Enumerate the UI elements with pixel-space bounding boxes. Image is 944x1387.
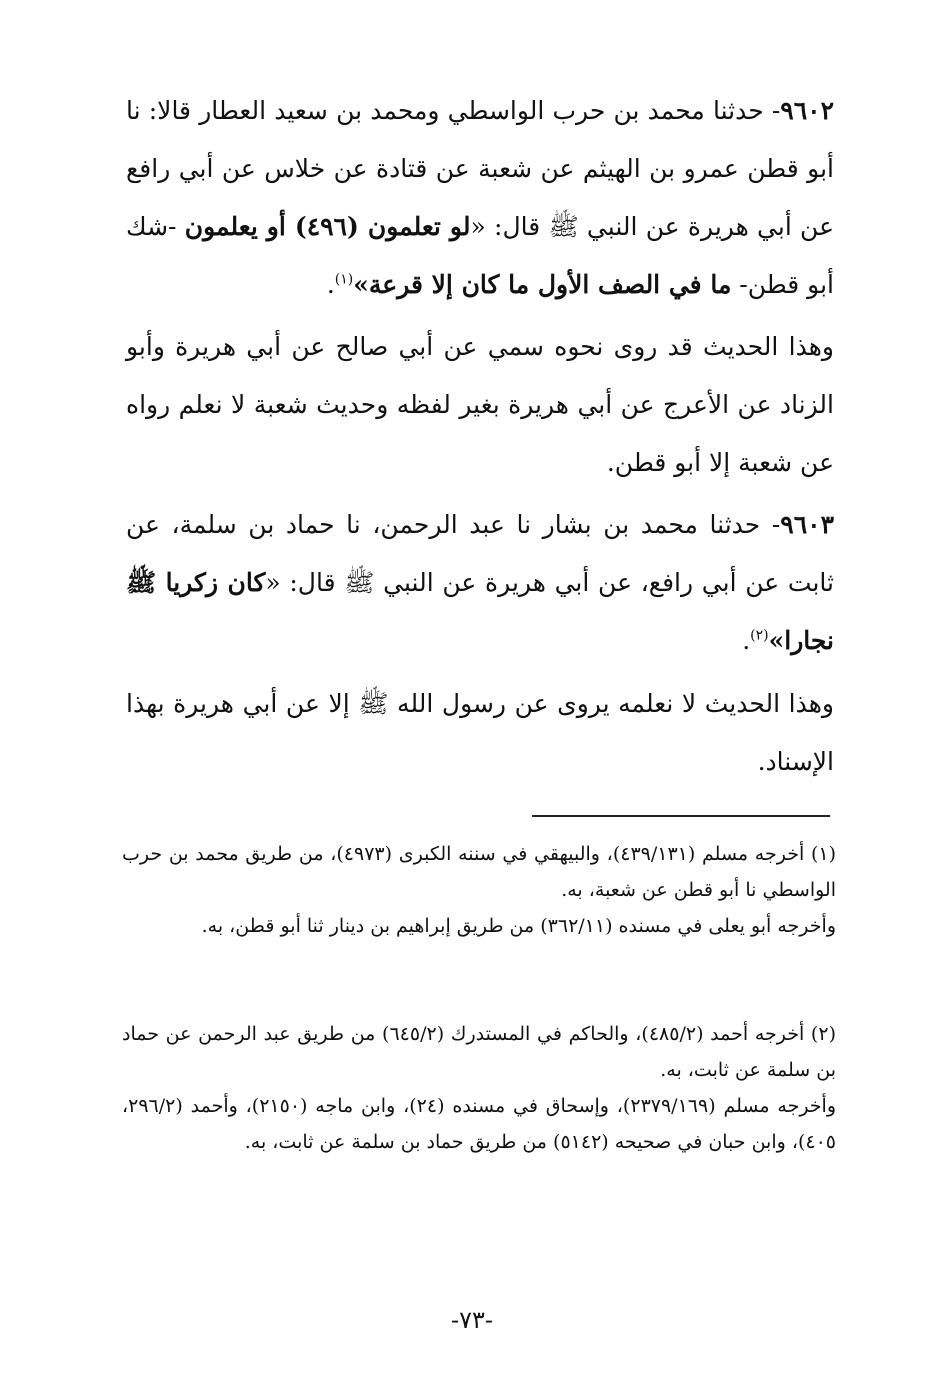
footnote-ref-1[interactable]: (١) [334,271,354,288]
hadith-9602-text [126,82,834,314]
footnote-2-line-2: وأخرجه مسلم (٢٣٧٩/١٦٩)، وإسحاق في مسنده (٢٤)، وابن ماجه (٢١٥٠)، وأحمد (٢٩٦/٢، ٤٠٥)، وابن حبان في صحيحه (٥١٤٢) من طريق حماد بن سلمة عن ثابت، به. [122,1095,837,1153]
hadith-matn-part-1: لو تعلمون (٤٩٦) أو يعلمون [184,212,471,241]
hadith-intro: - حدثنا محمد بن بشار نا عبد الرحمن، نا حماد بن سلمة، عن ثابت عن أبي رافع، عن أبي هريرة عن النبي ﷺ قال: « [126,510,834,597]
quote-close: » [353,270,369,299]
hadith-matn: كان زكريا ﷺ نجارا [126,568,834,655]
hadith-number: ٩٦٠٣ [780,510,834,539]
footnote-separator [532,815,830,817]
hadith-doubt-note: -شك أبو قطن- [126,212,834,299]
hadith-matn-part-2: ما في الصف الأول ما كان إلا قرعة [368,270,732,299]
commentary-1 [126,318,834,492]
commentary-2-text: وهذا الحديث لا نعلمه يروى عن رسول الله ﷺ إلا عن أبي هريرة بهذا الإسناد. [126,689,834,776]
footnote-1 [122,836,836,944]
footnote-2-line-1: (٢) أخرجه أحمد (٤٨٥/٢)، والحاكم في المستدرك (٦٤٥/٢) من طريق عبد الرحمن عن حماد بن سلمة عن ثابت، به. [122,1023,836,1081]
hadith-9603-text [126,496,834,670]
page-number: -٧٣- [451,1306,493,1334]
hadith-end-dot: . [326,270,335,299]
footnote-2 [122,1016,836,1160]
hadith-9602 [126,82,834,314]
quote-close: » [768,626,785,655]
hadith-intro: - حدثنا محمد بن حرب الواسطي ومحمد بن سعيد العطار قالا: نا أبو قطن عمرو بن الهيثم عن شعبة عن قتادة عن خلاس عن أبي رافع عن أبي هريرة عن النبي ﷺ قال: « [126,96,834,241]
commentary-2 [126,675,834,791]
footnote-1-line-1: (١) أخرجه مسلم (٤٣٩/١٣١)، والبيهقي في سننه الكبرى (٤٩٧٣)، من طريق محمد بن حرب الواسطي نا أبو قطن عن شعبة، به. [122,843,836,901]
commentary-1-text: وهذا الحديث قد روى نحوه سمي عن أبي صالح عن أبي هريرة وأبو الزناد عن الأعرج عن أبي هريرة بغير لفظه وحديث شعبة لا نعلم رواه عن شعبة إلا أبو قطن. [126,332,834,477]
footnote-ref-2[interactable]: (٢) [750,627,769,644]
hadith-9603 [126,496,834,670]
footnote-1-line-2: وأخرجه أبو يعلى في مسنده (٣٦٢/١١) من طريق إبراهيم بن دينار ثنا أبو قطن، به. [201,915,836,937]
hadith-end-dot: . [742,626,751,655]
hadith-number: ٩٦٠٢ [780,96,834,125]
